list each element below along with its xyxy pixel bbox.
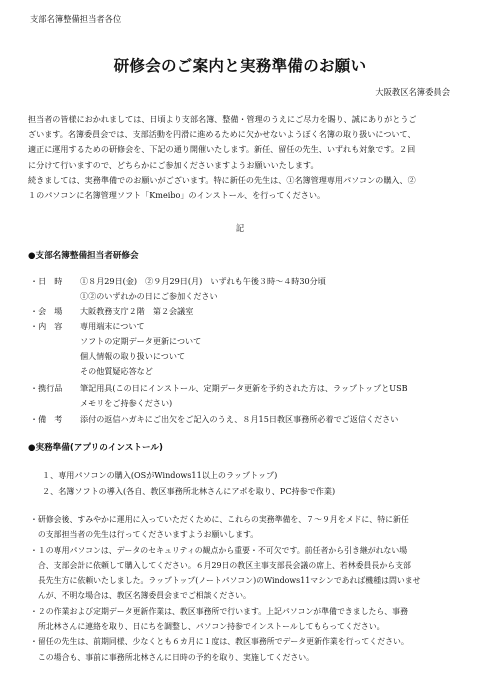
addressee: 支部名簿整備担当者各位 (30, 14, 122, 24)
ki-marker: 記 (235, 223, 245, 233)
content-item: 個人情報の取り扱いについて (80, 351, 186, 361)
content-item: ソフトの定期データ更新について (80, 336, 202, 346)
schedule-note: ①②のいずれかの日にご参加ください (80, 291, 218, 301)
intro-line: ざいます。名簿委員会では、支部活動を円滑に進めるために欠かせないようぼく名簿の取り扱いについて、 (28, 129, 416, 140)
prep-item: ２、名簿ソフトの導入(各自、教区事務所北林さんにアポを取り、PC持参で作業) (42, 486, 336, 496)
belongings-note: メモリをご持参ください) (80, 398, 173, 408)
intro-paragraph (28, 112, 468, 203)
row-label: ・会 場 (30, 306, 63, 316)
note-line: ・２の作業および定期データ更新作業は、教区事務所で行います。上記パソコンが準備できましたら、事務 (30, 606, 408, 616)
notes-block (30, 512, 470, 665)
intro-line: 続きましては、実務準備でのお願いがございます。特に新任の先生は、①名簿管理専用パソコンの購入、② (28, 174, 416, 185)
intro-line: に分けて行いますので、どちらかにご参加くださいますようお願いいたします。 (28, 159, 319, 170)
row-value: ①８月29日(金) ②９月29日(月) いずれも午後３時〜４時30分頃 (80, 276, 326, 286)
page-title: 研修会のご案内と実務準備のお願い (113, 56, 367, 75)
row-value: 筆記用具(この日にインストール、定期データ更新を予約された方は、ラップトップとUSB (80, 383, 408, 393)
note-line: 長先生方に依頼いたしました。ラップトップ(ノートパソコン)のWindows11マシンであれば機種は問いませ (30, 576, 421, 586)
row-value: 専用端末について (80, 321, 145, 331)
prep-item: １、専用パソコンの購入(OSがWindows11以上のラップトップ) (42, 470, 278, 480)
intro-line: １のパソコンに名簿管理ソフト「Kmeibo」のインストール、を行ってください。 (28, 190, 326, 201)
row-label: ・携行品 (30, 383, 63, 393)
intro-line: 適正に運用するための研修会を、下記の通り開催いたします。新任、留任の先生、いずれも対象です。２回 (28, 144, 416, 155)
intro-line: 担当者の皆様におかれましては、日頃より支部名簿、整備・管理のうえにご尽力を賜り、誠にありがとうご (28, 114, 417, 124)
note-line: の支部担当者の先生は行ってくださいますようお願いします。 (30, 530, 259, 540)
note-line: んが、不明な場合は、教区名簿委員会までご相談ください。 (30, 591, 251, 601)
row-value: 大阪教務支庁２階 第２会議室 (80, 306, 194, 316)
section2-heading: ●実務準備(アプリのインストール) (28, 443, 163, 453)
note-line: ・研修会後、すみやかに運用に入っていただくために、これらの実務準備を、７〜９月をメドに、特に新任 (30, 515, 409, 524)
row-label: ・日 時 (30, 276, 63, 286)
note-line: ・留任の先生は、前期同様、少なくとも６カ月に１度は、教区事務所でデータ更新作業を行ってください。 (30, 637, 409, 647)
note-line: 合、支部会計に依頼して購入してください。６月29日の教区主事支部長会議の席上、若林委員長から支部 (30, 560, 411, 570)
note-line: ・１の専用パソコンは、データのセキュリティの観点から重要・不可欠です。前任者から引き継がれない場 (30, 545, 408, 555)
row-value: 添付の返信ハガキにご出欠をご記入のうえ、８月15日教区事務所必着でご返信ください (80, 414, 399, 424)
row-label: ・備 考 (30, 414, 63, 424)
note-line: 所北林さんに連絡を取り、日にちを調整し、パソコン持参でインストールしてもらってください。 (30, 622, 385, 632)
content-item: その他質疑応答など (80, 366, 153, 376)
author: 大阪教区名簿委員会 (375, 87, 450, 97)
row-label: ・内 容 (30, 321, 63, 331)
note-line: この場合も、事前に事務所北林さんに日時の予約を取り、実施してください。 (30, 652, 315, 662)
section1-heading: ●支部名簿整備担当者研修会 (28, 251, 139, 261)
